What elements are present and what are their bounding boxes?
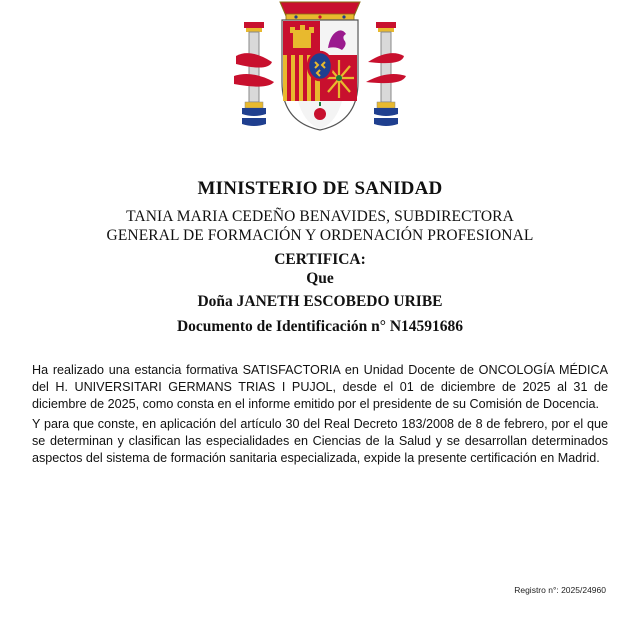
issuing-official bbox=[0, 207, 640, 245]
pillar-left bbox=[234, 22, 274, 126]
document-id: Documento de Identificación n° N14591686 bbox=[176, 318, 464, 335]
pillar-right bbox=[366, 22, 406, 126]
recipient-name: Doña JANETH ESCOBEDO URIBE bbox=[197, 293, 443, 310]
crown bbox=[280, 2, 360, 20]
ministry-title: MINISTERIO DE SANIDAD bbox=[197, 178, 443, 199]
que-label: Que bbox=[306, 270, 334, 287]
body-paragraph-2: Y para que conste, en aplicación del artículo 30 del Real Decreto 183/2008 de 8 de febrero, por el que se determinan y clasifican las especialidades en Ciencias de la Salud y se desarrollan determinados aspectos del sistema de formación sanitaria especializada, expide la presente certificación en Madrid. bbox=[32, 417, 608, 465]
official-line-2: GENERAL DE FORMACIÓN Y ORDENACIÓN PROFESIONAL bbox=[106, 227, 534, 244]
registro-number: Registro n°: 2025/24960 bbox=[514, 585, 606, 595]
shield bbox=[282, 20, 358, 130]
body-paragraph-1: Ha realizado una estancia formativa SATISFACTORIA en Unidad Docente de ONCOLOGÍA MÉDICA del H. UNIVERSITARI GERMANS TRIAS I PUJOL, desde el 01 de diciembre de 2025 al 31 de diciembre de 2025, como consta en el informe emitido por el presidente de su Comisión de Docencia. bbox=[32, 363, 608, 411]
certifica-heading: CERTIFICA: bbox=[274, 251, 366, 268]
official-line-1: TANIA MARIA CEDEÑO BENAVIDES, SUBDIRECTORA bbox=[126, 208, 514, 225]
spain-coat-of-arms-icon bbox=[232, 0, 408, 134]
